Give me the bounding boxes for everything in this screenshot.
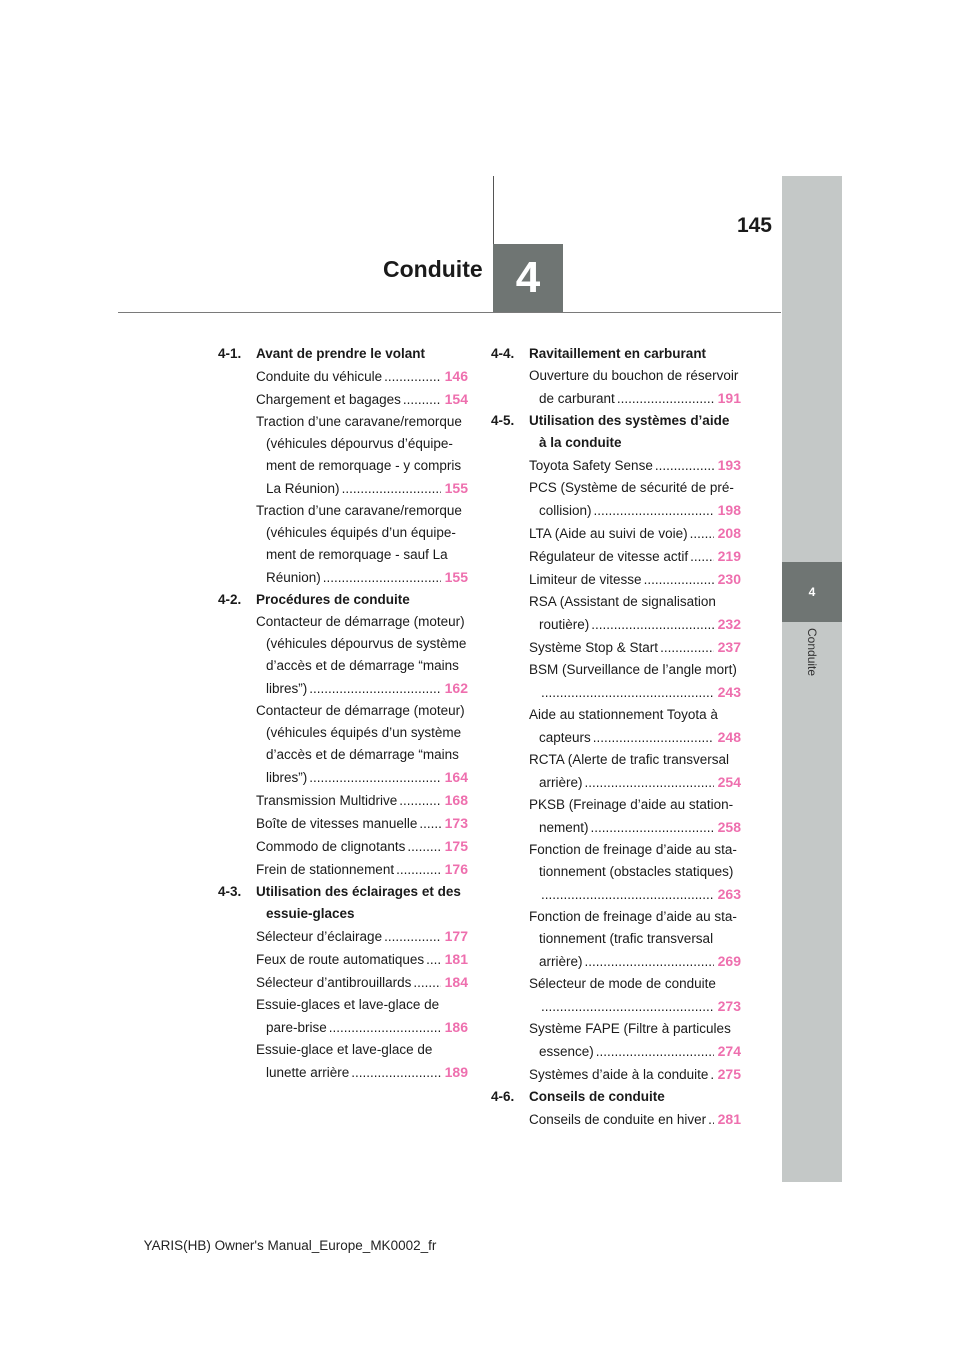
entry-text: (véhicules équipés d’un système bbox=[266, 725, 462, 740]
toc-entry[interactable] bbox=[218, 994, 468, 1039]
toc-entry[interactable] bbox=[491, 659, 741, 704]
page-link[interactable]: 176 bbox=[444, 861, 468, 877]
entry-text: Fonction de freinage d’aide au sta- bbox=[529, 909, 737, 924]
toc-left-column bbox=[218, 343, 468, 1084]
entry-text: PCS (Système de sécurité de pré- bbox=[529, 480, 734, 495]
toc-entry[interactable] bbox=[218, 1039, 468, 1084]
page-link[interactable]: 168 bbox=[444, 792, 468, 808]
toc-entry[interactable] bbox=[491, 365, 741, 410]
leader-dots bbox=[342, 478, 441, 500]
entry-text: capteurs bbox=[539, 730, 591, 745]
toc-entry[interactable] bbox=[491, 1108, 741, 1131]
leader-dots bbox=[384, 366, 441, 388]
section-number: 4-4. bbox=[491, 346, 515, 361]
entry-text: (véhicules équipés d’un équipe- bbox=[266, 525, 456, 540]
entry-text: ment de remorquage - y compris bbox=[266, 458, 462, 473]
entry-text: Traction d’une caravane/remorque bbox=[256, 414, 462, 429]
page-link[interactable]: 162 bbox=[444, 680, 468, 696]
chapter-number-box bbox=[493, 244, 563, 312]
chapter-number: 4 bbox=[515, 253, 541, 302]
section-number: 4-6. bbox=[491, 1089, 515, 1104]
section-title: Avant de prendre le volant bbox=[256, 346, 426, 361]
leader-dots bbox=[644, 569, 714, 591]
entry-text: lunette arrière bbox=[266, 1065, 350, 1080]
entry-text: Systèmes d’aide à la conduite bbox=[529, 1067, 709, 1082]
page-link[interactable]: 230 bbox=[717, 571, 741, 587]
entry-text: d’accès et de démarrage “mains bbox=[266, 658, 459, 673]
header-divider-vertical bbox=[493, 176, 494, 244]
entry-text: tionnement (obstacles statiques) bbox=[539, 864, 734, 879]
page-link[interactable]: 146 bbox=[444, 368, 468, 384]
page-link[interactable]: 263 bbox=[717, 886, 741, 902]
section-title: Conseils de conduite bbox=[529, 1089, 665, 1104]
page-link[interactable]: 154 bbox=[444, 391, 468, 407]
leader-dots bbox=[593, 727, 714, 749]
entry-text: Ouverture du bouchon de réservoir bbox=[529, 368, 739, 383]
page-link[interactable]: 155 bbox=[444, 480, 468, 496]
leader-dots bbox=[384, 926, 441, 948]
section-number: 4-1. bbox=[218, 346, 242, 361]
page-link[interactable]: 189 bbox=[444, 1064, 468, 1080]
entry-text: Réunion) bbox=[266, 570, 321, 585]
entry-text: arrière) bbox=[539, 775, 583, 790]
toc-section bbox=[218, 589, 468, 611]
toc-entry[interactable] bbox=[491, 568, 741, 591]
page-link[interactable]: 193 bbox=[717, 457, 741, 473]
page-link[interactable]: 191 bbox=[717, 390, 741, 406]
toc-entry[interactable] bbox=[491, 522, 741, 545]
page-link[interactable]: 258 bbox=[717, 819, 741, 835]
entry-text: Chargement et bagages bbox=[256, 392, 401, 407]
page-link[interactable]: 237 bbox=[717, 639, 741, 655]
toc-entry[interactable] bbox=[491, 749, 741, 794]
toc-section bbox=[491, 410, 741, 454]
leader-dots bbox=[413, 972, 440, 994]
page-link[interactable]: 243 bbox=[717, 684, 741, 700]
page-link[interactable]: 232 bbox=[717, 616, 741, 632]
entry-text: Fonction de freinage d’aide au sta- bbox=[529, 842, 737, 857]
leader-dots bbox=[541, 884, 714, 906]
page-link[interactable]: 273 bbox=[717, 998, 741, 1014]
leader-dots bbox=[617, 388, 714, 410]
leader-dots bbox=[710, 1064, 713, 1086]
page-link[interactable]: 173 bbox=[444, 815, 468, 831]
entry-text: RCTA (Alerte de trafic transversal bbox=[529, 752, 730, 767]
entry-text: LTA (Aide au suivi de voie) bbox=[529, 526, 688, 541]
toc-section bbox=[491, 343, 741, 365]
toc-entry[interactable] bbox=[218, 948, 468, 971]
section-title: à la conduite bbox=[539, 435, 622, 450]
leader-dots bbox=[309, 678, 440, 700]
leader-dots bbox=[309, 767, 440, 789]
entry-text: Sélecteur d’éclairage bbox=[256, 929, 383, 944]
toc-entry[interactable] bbox=[491, 839, 741, 906]
entry-text: (véhicules dépourvus de système bbox=[266, 636, 467, 651]
leader-dots bbox=[407, 836, 440, 858]
entry-text: libres”) bbox=[266, 681, 308, 696]
leader-dots bbox=[426, 949, 441, 971]
toc-entry[interactable] bbox=[491, 636, 741, 659]
entry-text: Système FAPE (Filtre à particules bbox=[529, 1021, 731, 1036]
page-link[interactable]: 177 bbox=[444, 928, 468, 944]
entry-text: routière) bbox=[539, 617, 590, 632]
entry-text: PKSB (Freinage d’aide au station- bbox=[529, 797, 734, 812]
page-link[interactable]: 275 bbox=[717, 1066, 741, 1082]
page-link[interactable]: 184 bbox=[444, 974, 468, 990]
entry-text: RSA (Assistant de signalisation bbox=[529, 594, 716, 609]
toc-section bbox=[218, 343, 468, 365]
entry-text: Sélecteur de mode de conduite bbox=[529, 976, 716, 991]
section-number: 4-3. bbox=[218, 884, 242, 899]
toc-entry[interactable] bbox=[491, 477, 741, 522]
entry-text: Traction d’une caravane/remorque bbox=[256, 503, 462, 518]
entry-text: Conseils de conduite en hiver bbox=[529, 1112, 707, 1127]
page-link[interactable]: 164 bbox=[444, 769, 468, 785]
page-link[interactable]: 248 bbox=[717, 729, 741, 745]
toc-entry[interactable] bbox=[491, 454, 741, 477]
entry-text: Boîte de vitesses manuelle bbox=[256, 816, 418, 831]
leader-dots bbox=[690, 523, 714, 545]
entry-text: tionnement (trafic transversal bbox=[539, 931, 714, 946]
page-link[interactable]: 208 bbox=[717, 525, 741, 541]
entry-text: Aide au stationnement Toyota à bbox=[529, 707, 718, 722]
toc-entry[interactable] bbox=[491, 591, 741, 636]
page-link[interactable]: 274 bbox=[717, 1043, 741, 1059]
leader-dots bbox=[419, 813, 440, 835]
toc-entry[interactable] bbox=[491, 545, 741, 568]
toc-entry[interactable] bbox=[218, 858, 468, 881]
chapter-title: Conduite bbox=[383, 256, 483, 282]
entry-text: de carburant bbox=[539, 391, 615, 406]
toc-entry[interactable] bbox=[491, 1018, 741, 1063]
toc-entry[interactable] bbox=[218, 500, 468, 589]
toc-entry[interactable] bbox=[491, 794, 741, 839]
toc-entry[interactable] bbox=[491, 704, 741, 749]
toc-entry[interactable] bbox=[491, 1063, 741, 1086]
toc-entry[interactable] bbox=[218, 388, 468, 411]
page-link[interactable]: 254 bbox=[717, 774, 741, 790]
leader-dots bbox=[351, 1062, 440, 1084]
side-tab-label-box bbox=[782, 622, 842, 722]
entry-text: arrière) bbox=[539, 954, 583, 969]
entry-text: Contacteur de démarrage (moteur) bbox=[256, 614, 465, 629]
entry-text: BSM (Surveillance de l’angle mort) bbox=[529, 662, 737, 677]
leader-dots bbox=[591, 614, 713, 636]
leader-dots bbox=[591, 817, 714, 839]
leader-dots bbox=[690, 546, 714, 568]
leader-dots bbox=[323, 567, 441, 589]
entry-text: ment de remorquage - sauf La bbox=[266, 547, 448, 562]
leader-dots bbox=[596, 1041, 714, 1063]
page-link[interactable]: 198 bbox=[717, 502, 741, 518]
toc-entry[interactable] bbox=[491, 973, 741, 1018]
side-tab-active[interactable] bbox=[782, 562, 842, 622]
leader-dots bbox=[329, 1017, 441, 1039]
section-title: Ravitaillement en carburant bbox=[529, 346, 707, 361]
page-number: 145 bbox=[736, 214, 772, 237]
entry-text: Transmission Multidrive bbox=[256, 793, 398, 808]
toc-entry[interactable] bbox=[218, 365, 468, 388]
section-title: Procédures de conduite bbox=[256, 592, 410, 607]
page-link[interactable]: 281 bbox=[717, 1111, 741, 1127]
leader-dots bbox=[660, 637, 714, 659]
entry-text: Feux de route automatiques bbox=[256, 952, 425, 967]
leader-dots bbox=[541, 996, 714, 1018]
entry-text: Sélecteur d’antibrouillards bbox=[256, 975, 412, 990]
entry-text: Contacteur de démarrage (moteur) bbox=[256, 703, 465, 718]
leader-dots bbox=[403, 389, 441, 411]
toc-entry[interactable] bbox=[218, 411, 468, 500]
entry-text: pare-brise bbox=[266, 1020, 327, 1035]
entry-text: Essuie-glace et lave-glace de bbox=[256, 1042, 433, 1057]
toc-entry[interactable] bbox=[218, 835, 468, 858]
section-number: 4-2. bbox=[218, 592, 242, 607]
leader-dots bbox=[585, 951, 714, 973]
side-tab-label: Conduite bbox=[805, 628, 819, 677]
leader-dots bbox=[541, 682, 714, 704]
toc-section bbox=[218, 881, 468, 925]
toc-entry[interactable] bbox=[218, 925, 468, 948]
leader-dots bbox=[396, 859, 441, 881]
entry-text: Frein de stationnement bbox=[256, 862, 395, 877]
toc-section bbox=[491, 1086, 741, 1108]
entry-text: Régulateur de vitesse actif bbox=[529, 549, 689, 564]
section-number: 4-5. bbox=[491, 413, 515, 428]
entry-text: La Réunion) bbox=[266, 481, 340, 496]
page-link[interactable]: 175 bbox=[444, 838, 468, 854]
entry-text: (véhicules dépourvus d’équipe- bbox=[266, 436, 453, 451]
section-title: essuie-glaces bbox=[266, 906, 355, 921]
entry-text: Limiteur de vitesse bbox=[529, 572, 642, 587]
toc-entry[interactable] bbox=[218, 812, 468, 835]
entry-text: nement) bbox=[539, 820, 589, 835]
entry-text: Toyota Safety Sense bbox=[529, 458, 653, 473]
entry-text: Conduite du véhicule bbox=[256, 369, 383, 384]
entry-text: libres”) bbox=[266, 770, 308, 785]
entry-text: Essuie-glaces et lave-glace de bbox=[256, 997, 440, 1012]
entry-text: essence) bbox=[539, 1044, 594, 1059]
leader-dots bbox=[399, 790, 440, 812]
header-divider-horizontal bbox=[118, 312, 781, 313]
page-link[interactable]: 155 bbox=[444, 569, 468, 585]
toc-right-column bbox=[491, 343, 741, 1131]
toc-entry[interactable] bbox=[218, 789, 468, 812]
leader-dots bbox=[585, 772, 714, 794]
entry-text: collision) bbox=[539, 503, 592, 518]
page-link[interactable]: 186 bbox=[444, 1019, 468, 1035]
toc-entry[interactable] bbox=[491, 906, 741, 973]
leader-dots bbox=[655, 455, 714, 477]
toc-entry[interactable] bbox=[218, 611, 468, 700]
leader-dots bbox=[708, 1109, 714, 1131]
page-link[interactable]: 181 bbox=[444, 951, 468, 967]
toc-entry[interactable] bbox=[218, 971, 468, 994]
entry-text: d’accès et de démarrage “mains bbox=[266, 747, 459, 762]
page-link[interactable]: 219 bbox=[717, 548, 741, 564]
section-title: Utilisation des systèmes d’aide bbox=[529, 413, 730, 428]
side-tab-number: 4 bbox=[808, 585, 816, 599]
footer bbox=[0, 1238, 960, 1253]
entry-text: Commodo de clignotants bbox=[256, 839, 406, 854]
section-title: Utilisation des éclairages et des bbox=[256, 884, 461, 899]
toc-entry[interactable] bbox=[218, 700, 468, 789]
leader-dots bbox=[594, 500, 714, 522]
footer-text: YARIS(HB) Owner's Manual_Europe_MK0002_fr bbox=[143, 1238, 437, 1253]
page-link[interactable]: 269 bbox=[717, 953, 741, 969]
entry-text: Système Stop & Start bbox=[529, 640, 659, 655]
